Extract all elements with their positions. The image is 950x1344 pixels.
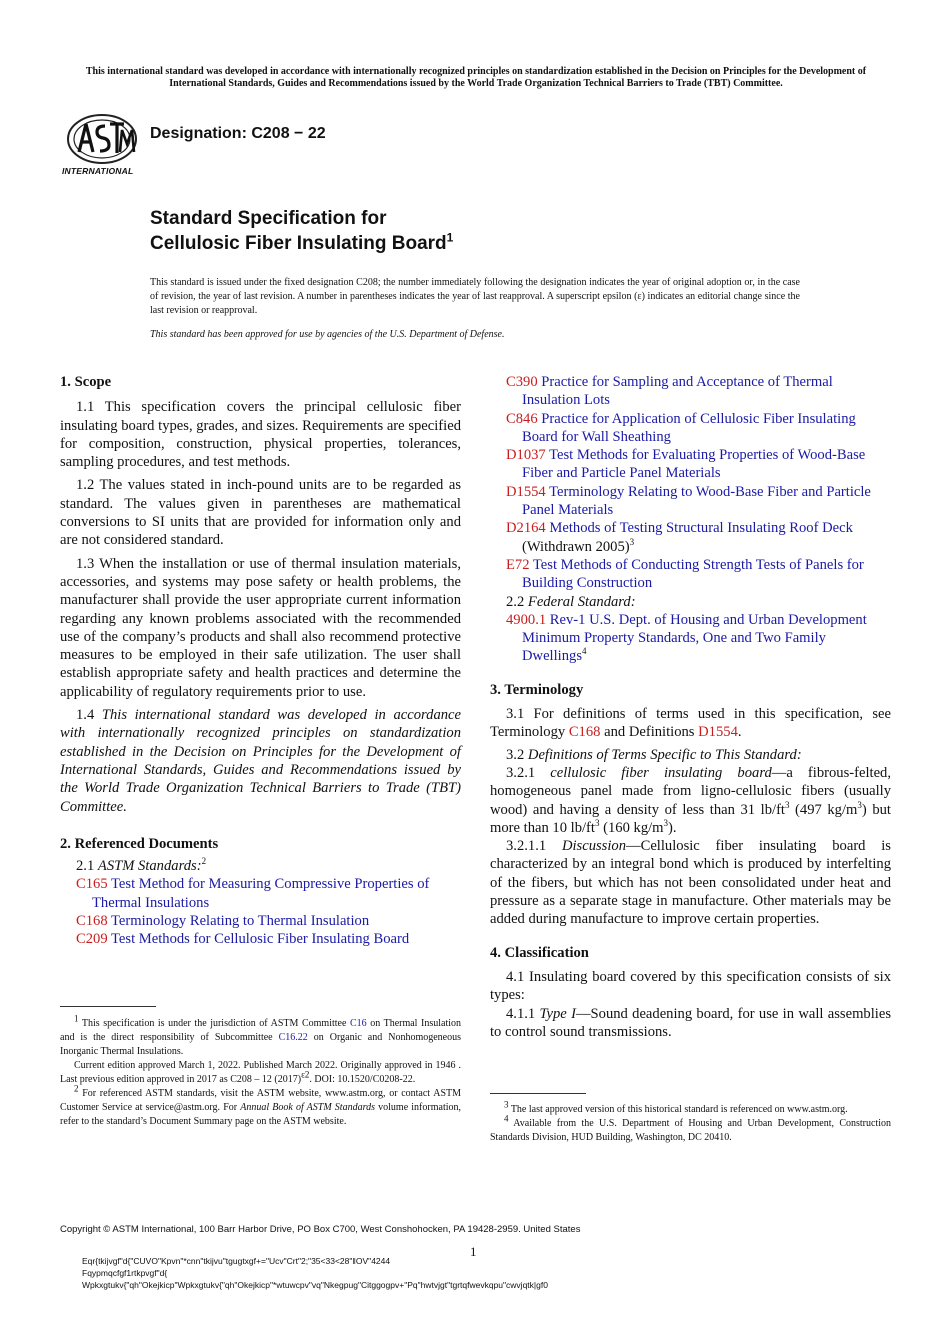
ref-c846[interactable]: C846 Practice for Application of Cellulosic Fiber Insulating Board for Wall Sheathing [506,410,856,445]
download-line-3: Wpkxgtukv{"qh"Okejkicp"Wpkxgtukv{"qh"Okejkicp"*wtuwcpv"vq"Nkegpug"Citggogpv+"Pq"hwtvjgt"tgrtqfwevkqpu"cwvjqtk|gf0 [82,1280,548,1290]
defense-note: This standard has been approved for use by agencies of the U.S. Department of Defense. [150,329,505,340]
footnotes-right [490,1099,891,1145]
ref-d1037[interactable]: D1037 Test Methods for Evaluating Properties of Wood-Base Fiber and Particle Panel Materials [506,447,866,482]
ref-c168[interactable]: C168 Terminology Relating to Thermal Insulation [76,913,370,930]
footnote-rule-right [490,1093,586,1094]
issued-note: This standard is issued under the fixed designation C208; the number immediately following the designation indicates the year of original adoption or, in the case of revision, the year of last revision. A number in parentheses indicates the year of last reapproval. A superscript epsilon (ε) indicates an editorial change since the last revision or reapproval. [150,277,800,316]
page-number: 1 [470,1244,477,1259]
footnote-4: $^4$ Available from the U.S. Department of Housing and Urban Development, Construction Standards Division, HUD Building, Washington, DC 20410. [490,1113,891,1143]
section-heading-classification: 4. Classification [490,944,589,961]
footnote-1-edition: Current edition approved March 1, 2022. Published March 2022. Originally approved in 1946 . Last previous edition approved in 2017 as C208 – 12 $(2017)^{\varepsilon 2}$. DOI: 10.1520/C0208-22. [60,1060,461,1085]
para-3-1: 3.1 For definitions of terms used in this specification, see Terminology C168 and Definitions D1554. [490,706,891,741]
ref-e72[interactable]: E72 Test Methods of Conducting Strength Tests of Panels for Building Construction [506,556,864,592]
para-3-2-1: 3.2.1 cellulosic fiber insulating board—a fibrous-felted, homogeneous panel made from ligno-cellulosic fibers (usually wood) and having a density of less than 31 $lb/ft^3$ (497 $kg/m^3$) but more than 10 $lb/ft^3$ (160 $kg/m^3$). [490,764,892,836]
link-c16[interactable]: C16 [349,1018,367,1029]
ref-d1554[interactable]: D1554 Terminology Relating to Wood-Base Fiber and Particle Panel Materials [506,483,871,519]
ref-d2164[interactable]: D2164 Methods of Testing Structural Insulating Roof Deck (Withdrawn 2005)$^3$ [506,520,853,555]
footnote-1: $^1$ This specification is under the jurisdiction of ASTM Committee C16 on Thermal Insulation and is the direct responsibility of Subcommittee C16.22 on Organic and Nonhomogeneous Inorganic Thermal Insulations. [60,1013,462,1057]
section-heading-terminology: 3. Terminology [490,681,584,698]
link-d1554[interactable]: D1554 [698,724,738,741]
astm-logo [62,112,142,178]
para-3-2: 3.2 Definitions of Terms Specific to This Standard: [506,746,802,763]
logo-text: INTERNATIONAL [62,166,134,176]
title-line-1: Standard Specification for [150,208,387,229]
link-c168[interactable]: C168 [568,724,601,741]
standard-notice: This international standard was developed in accordance with internationally recognized principles on standardization established in the Decision on Principles for the Development of International Standards, Guides and Recommendations issued by the World Trade Organization Technical Barriers to Trade (TBT) Committee. [85,66,867,89]
section-heading-scope: 1. Scope [60,374,112,390]
ref-c390[interactable]: C390 Practice for Sampling and Acceptance of Thermal Insulation Lots [506,374,833,409]
ref-c165[interactable]: C165 Test Method for Measuring Compressive Properties of Thermal Insulations [76,876,430,911]
footnote-3: $^3$ The last approved version of this historical standard is referenced on www.astm.org. [504,1099,848,1115]
copyright: Copyright © ASTM International, 100 Barr Harbor Drive, PO Box C700, West Conshohocken, PA 19428-2959. United States [60,1224,581,1235]
para-1-3: 1.3 When the installation or use of thermal insulation materials, accessories, and systems may pose safety or health problems, the manufacturer shall provide the user appropriate current information regarding any known problems associated with the recommended use of the company’s products and shall also recommend protective measures to be employed in their safe utilization. The user shall establish appropriate safety and health practices and determine the applicability of regulatory requirements prior to use. [60,555,461,700]
page-title [150,206,453,256]
para-3-2-1-1: 3.2.1.1 Discussion—Cellulosic fiber insulating board is characterized by an integral bond which is produced by interfelting of the fibers, but which has not been consolidated under heat and pressure as a separate stage in manufacture. Other materials may be added during manufacture to improve certain properties. [490,838,891,928]
download-line-2: Fqypmqcfgf1rtkpvgf"d{ [82,1268,168,1278]
left-column [60,373,461,949]
para-2-2: 2.2 Federal Standard: [506,593,636,610]
title-footnote-ref: 1 [446,230,454,245]
para-4-1-1: 4.1.1 Type I—Sound deadening board, for use in wall assemblies to control sound transmissions. [490,1005,891,1040]
para-1-2: 1.2 The values stated in inch-pound units are to be regarded as standard. The values given in parentheses are mathematical conversions to SI units that are provided for information only and are not considered standard. [60,477,461,549]
right-column [490,373,891,1041]
para-4-1: 4.1 Insulating board covered by this specification consists of six types: [490,968,891,1004]
ref-4900-1[interactable]: 4900.1 Rev-1 U.S. Dept. of Housing and Urban Development Minimum Property Standards, One and Two Family Dwellings$^4$ [506,611,867,665]
title-line-2: Cellulosic Fiber Insulating Board [150,233,447,254]
footnotes-left [60,1013,462,1129]
section-heading-referenced: 2. Referenced Documents [60,835,219,852]
link-c16-22[interactable]: C16.22 [278,1032,308,1043]
para-1-1: 1.1 This specification covers the principal cellulosic fiber insulating board types, grades, and sizes. Requirements are specified for composition, construction, physical properties, tolerances, sampling procedures, and test methods. [60,399,461,471]
download-line-1: Eqr{tkijvgf"d{"CUVO"Kpvn"*cnn"tkijvu"tgugtxgf+="Ucv"Crt"2;"35<33<28"‖OV"4244 [82,1256,391,1266]
designation: Designation: C208 − 22 [150,125,326,142]
para-2-1: 2.1 ASTM Standards:$^2$ [76,856,207,875]
para-1-4: 1.4 This international standard was developed in accordance with internationally recognized principles on standardization established in the Decision on Principles for the Development of International Standards, Guides and Recommendations issued by the World Trade Organization Technical Barriers to Trade (TBT) Committee. [60,707,461,815]
footnote-2: $^2$ For referenced ASTM standards, visit the ASTM website, www.astm.org, or contact ASTM Customer Service at service@astm.org. For Annual Book of ASTM Standards volume information, refer to the standard’s Document Summary page on the ASTM website. [60,1083,462,1127]
ref-c209[interactable]: C209 Test Methods for Cellulosic Fiber Insulating Board [76,931,410,948]
footnote-rule-left [60,1006,156,1007]
